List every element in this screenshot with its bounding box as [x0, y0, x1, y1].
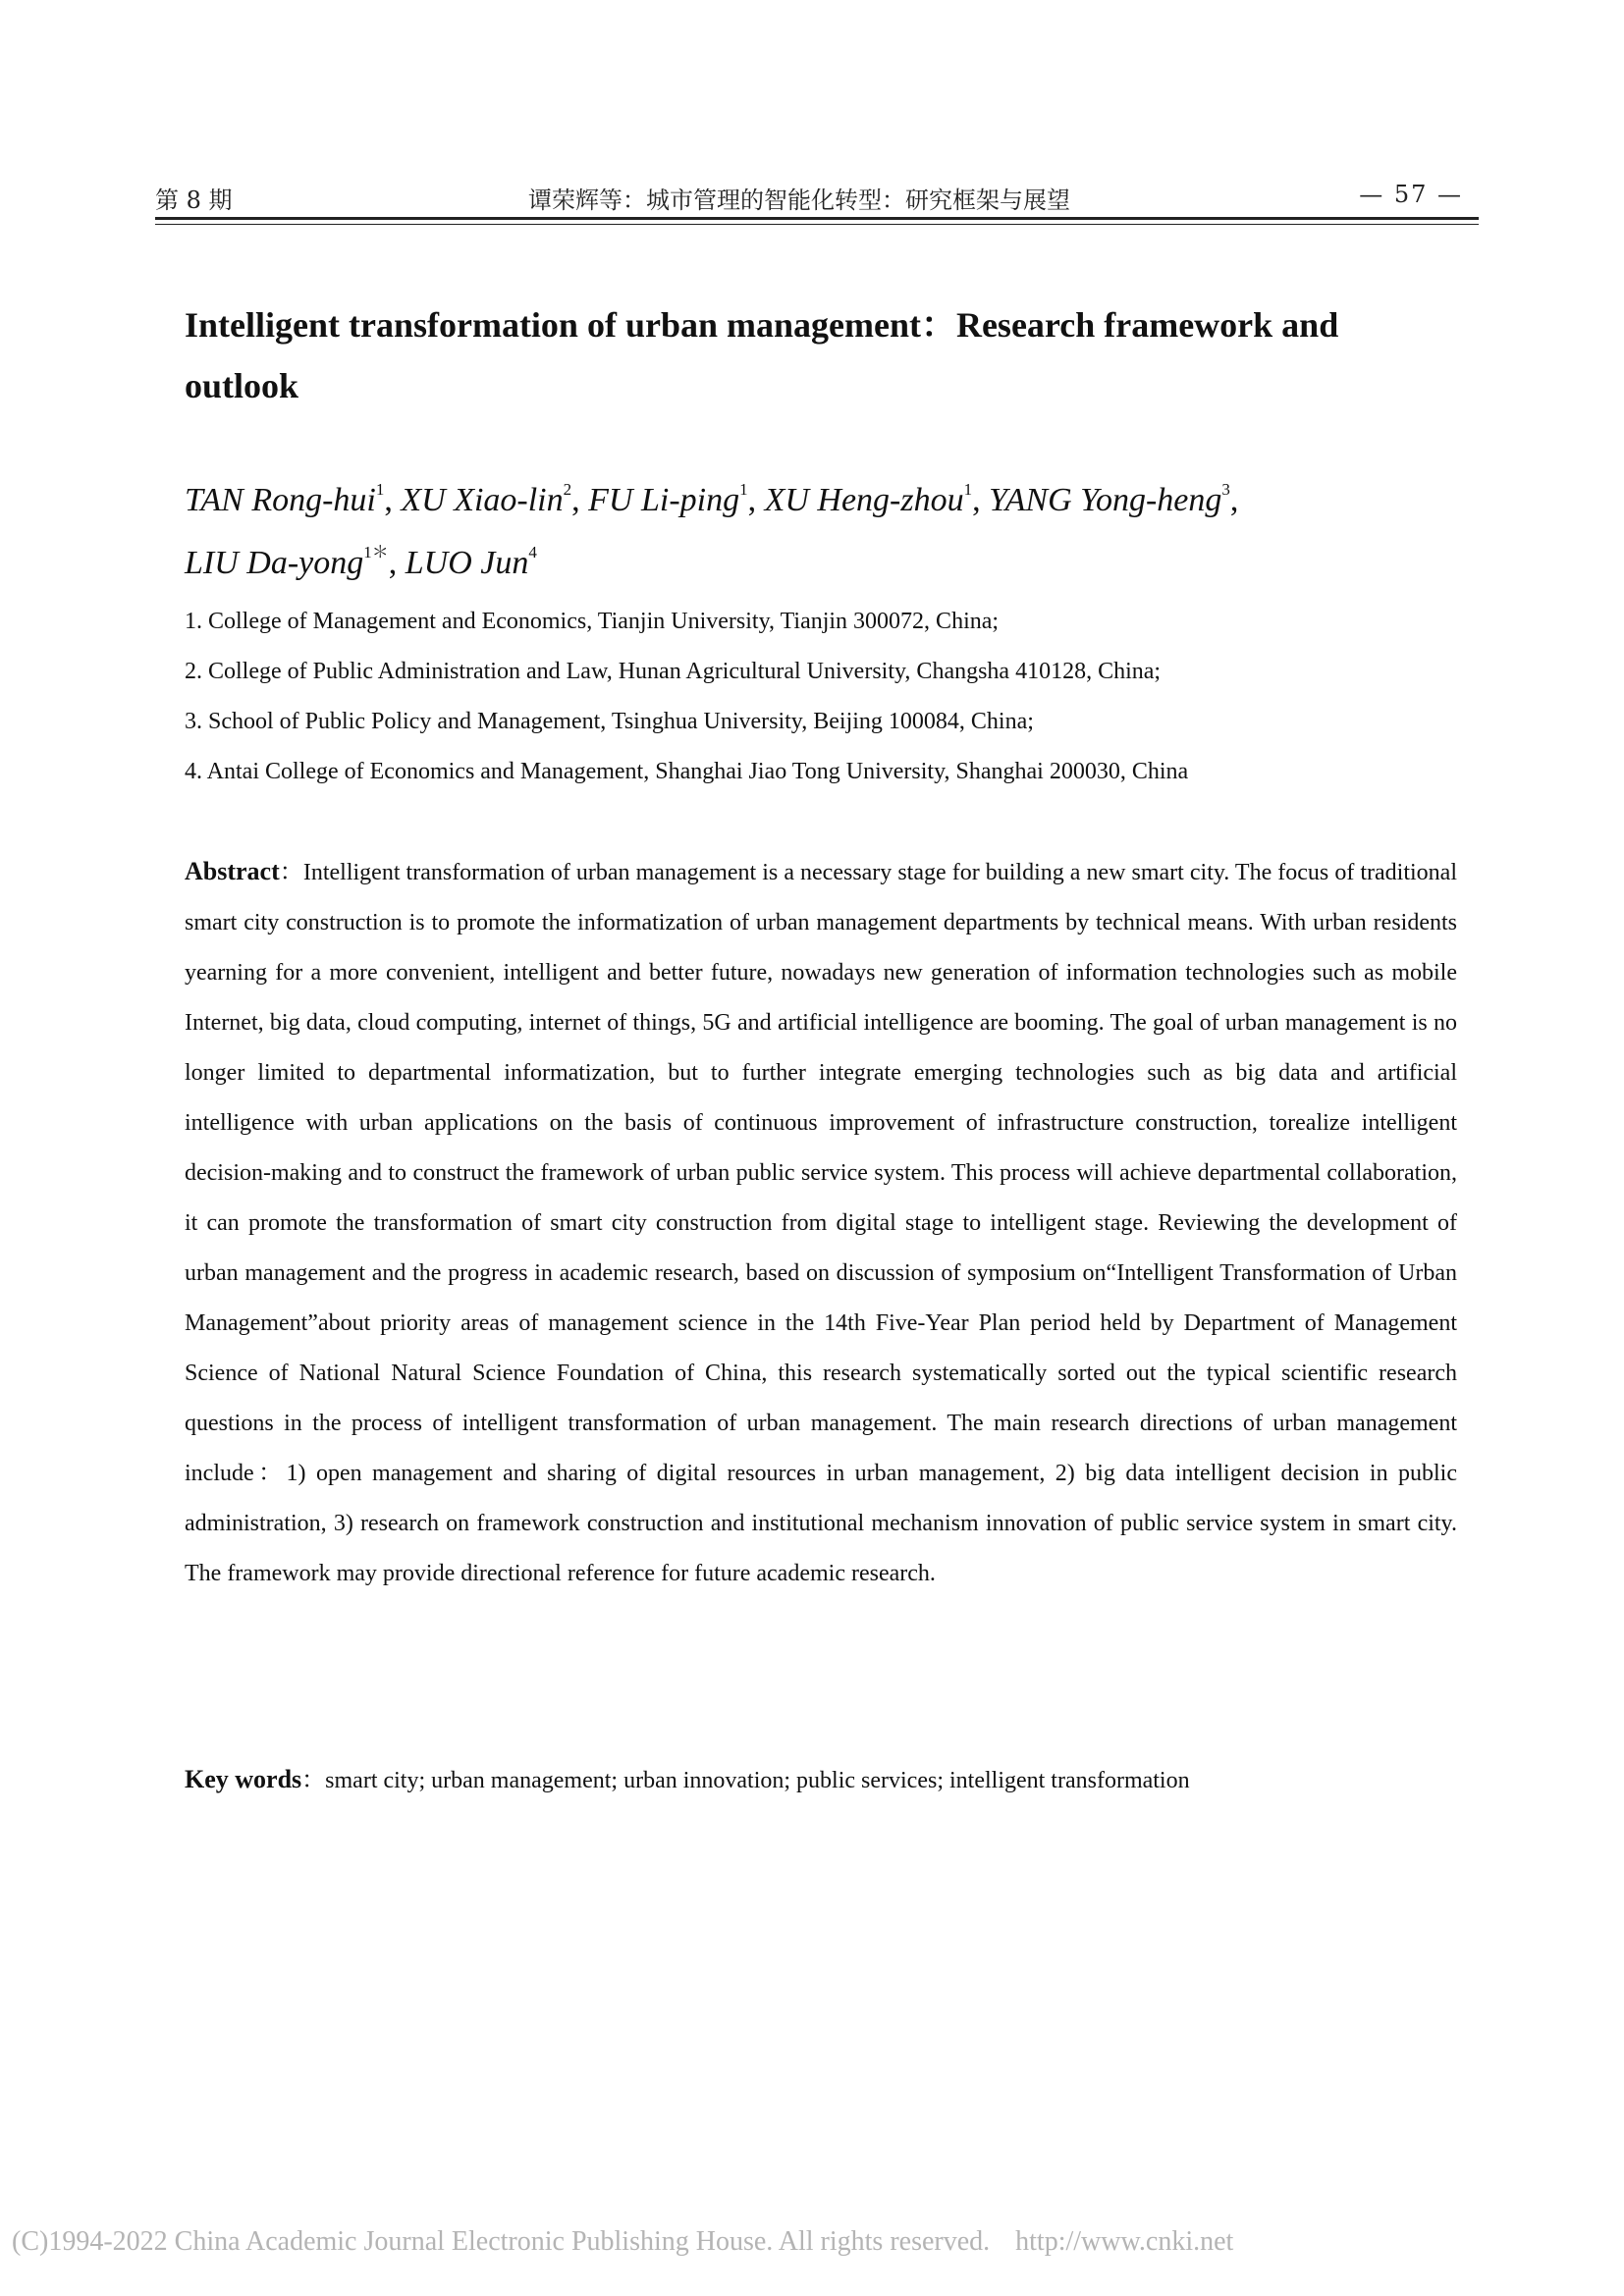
author-name: XU Heng-zhou — [764, 482, 964, 518]
affiliation-item: 3. School of Public Policy and Management, Tsinghua University, Beijing 100084, China; — [185, 709, 1034, 734]
issue-number: 第 8 期 — [155, 187, 233, 214]
copyright-footer — [12, 2226, 1622, 2258]
header-rule-thin — [155, 224, 1479, 225]
page-number: — 57 — — [1359, 181, 1463, 208]
keywords — [185, 1754, 1461, 1806]
header-rule-thick — [155, 217, 1479, 220]
author-list: TAN Rong-hui$^1$, XU Xiao-lin$^2$, FU Li-ping$^1$, XU Heng-zhou$^1$, YANG Yong-heng$^3$, LIU Da-yong$^{1*}$, LUO Jun$^4$ — [185, 480, 1239, 581]
author-affiliation-mark: 3 — [1221, 480, 1230, 499]
author-affiliation-mark: 1 — [963, 480, 973, 499]
affiliation-item: 2. College of Public Administration and Law, Hunan Agricultural University, Changsha 410128, China; — [185, 659, 1162, 684]
author-name: TAN Rong-hui — [185, 482, 376, 518]
author-affiliation-mark: 1 — [375, 480, 385, 499]
abstract-text: ：Intelligent transformation of urban management is a necessary stage for building a new smart city. The focus of traditional smart city construction is to promote the informatization of urban management departments by technical means. With urban residents yearning for a more convenient, intelligent and better future, nowadays new generation of information technologies such as mobile Internet, big data, cloud computing, internet of things, 5G and artificial intelligence are booming. The goal of urban management is no longer limited to departmental informatization, but to further integrate emerging technologies such as big data and artificial intelligence with urban applications on the basis of continuous improvement of infrastructure construction, torealize intelligent decision-making and to construct the framework of urban public service system. This process will achieve departmental collaboration, it can promote the transformation of smart city construction from digital stage to intelligent stage. Reviewing the development of urban management and the progress in academic research, based on discussion of symposium on“Intelligent Transformation of Urban Management”about priority areas of management science in the 14th Five-Year Plan period held by Department of Management Science of National Natural Science Foundation of China, this research systematically sorted out the typical scientific research questions in the process of intelligent transformation of urban management. The main research directions of urban management include：1) open management and sharing of digital resources in urban management, 2) big data intelligent decision in public administration, 3) research on framework construction and institutional mechanism innovation of public service system in smart city. The framework may provide directional reference for future academic research. — [185, 860, 1457, 1586]
affiliation-item: 4. Antai College of Economics and Management, Shanghai Jiao Tong University, Shanghai 200030, China — [185, 759, 1189, 784]
author-name: YANG Yong-heng — [989, 482, 1222, 518]
author-affiliation-mark: 1 — [739, 480, 748, 499]
keywords-text: ：smart city; urban management; urban innovation; public services; intelligent transformation — [301, 1768, 1190, 1793]
footer-url: http://www.cnki.net — [1015, 2226, 1234, 2257]
author-name: XU Xiao-lin — [401, 482, 564, 518]
author-affiliation-mark: 1＊ — [363, 543, 389, 561]
affiliation-item: 1. College of Management and Economics, Tianjin University, Tianjin 300072, China; — [185, 609, 1000, 634]
paper-title: Intelligent transformation of urban management：Research framework and outlook — [185, 305, 1339, 405]
keywords-label: Key words — [185, 1765, 302, 1793]
author-affiliation-mark: 4 — [528, 543, 537, 561]
abstract — [185, 846, 1457, 1599]
affiliation-list — [185, 597, 1481, 797]
abstract-label: Abstract — [185, 857, 280, 885]
author-name: LUO Jun — [405, 545, 529, 581]
author-name: FU Li-ping — [588, 482, 740, 518]
copyright-notice: (C)1994-2022 China Academic Journal Electronic Publishing House. All rights reserved. — [12, 2226, 991, 2257]
author-affiliation-mark: 2 — [563, 480, 572, 499]
running-title: 谭荣辉等：城市管理的智能化转型：研究框架与展望 — [528, 187, 1070, 214]
author-name: LIU Da-yong — [185, 545, 364, 581]
running-header — [155, 173, 1479, 212]
